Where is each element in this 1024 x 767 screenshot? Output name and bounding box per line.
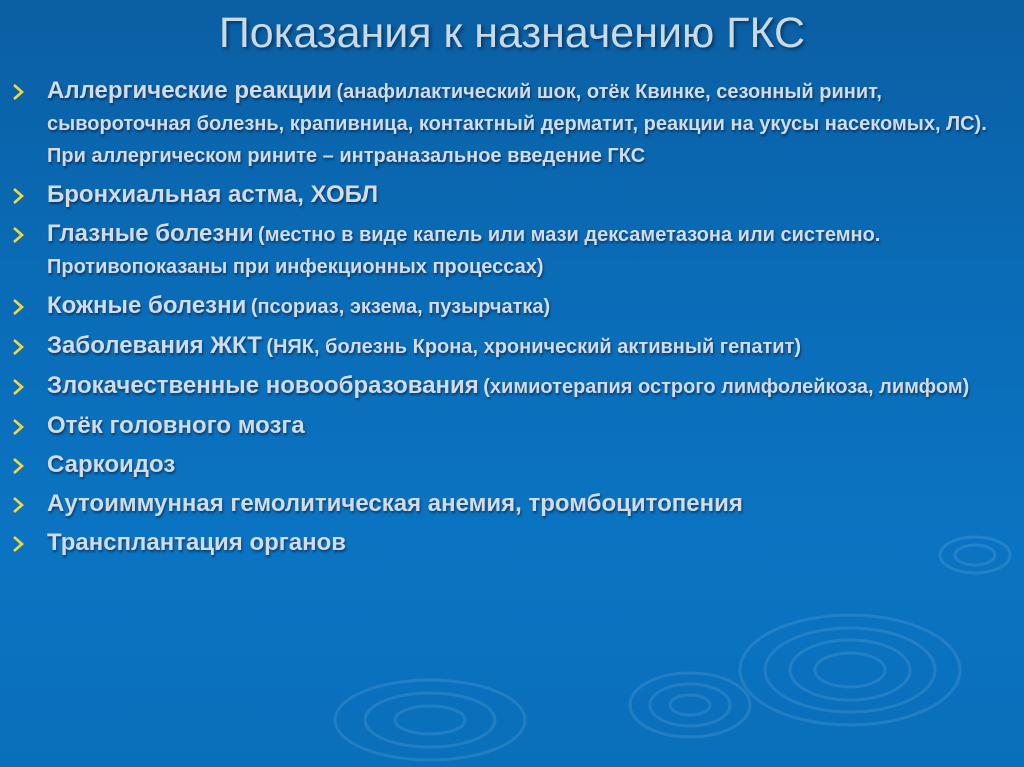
- arrow-bullet-icon: [11, 225, 27, 245]
- indication-title: Кожные болезни: [47, 292, 247, 319]
- slide-title: Показания к назначению ГКС: [218, 9, 806, 57]
- indication-title: Заболевания ЖКТ: [47, 332, 262, 359]
- indication-title: Саркоидоз: [47, 451, 176, 478]
- indication-item: [0, 449, 1024, 481]
- indication-title: Отёк головного мозга: [47, 412, 305, 439]
- indication-item: [0, 488, 1024, 520]
- indications-list: [0, 75, 1024, 566]
- indication-detail: (НЯК, болезнь Крона, хронический активный гепатит): [266, 336, 801, 358]
- indication-item: [0, 370, 1024, 403]
- indication-item: [0, 179, 1024, 211]
- indication-item: [0, 410, 1024, 442]
- arrow-bullet-icon: [11, 337, 27, 357]
- indication-detail: (химиотерапия острого лимфолейкоза, лимфом): [483, 376, 970, 398]
- indication-item: [0, 527, 1024, 559]
- arrow-bullet-icon: [11, 456, 27, 476]
- arrow-bullet-icon: [11, 377, 27, 397]
- indication-title: Аллергические реакции: [47, 77, 332, 104]
- indication-item: [0, 218, 1024, 283]
- arrow-bullet-icon: [11, 495, 27, 515]
- indication-title: Аутоиммунная гемолитическая анемия, тромбоцитопения: [47, 490, 743, 517]
- indication-detail: (местно в виде капель или мази дексаметазона или системно. Противопоказаны при инфекционных процессах): [47, 224, 881, 278]
- indication-title: Трансплантация органов: [47, 529, 347, 556]
- indication-item: [0, 290, 1024, 323]
- arrow-bullet-icon: [11, 297, 27, 317]
- indication-title: Бронхиальная астма, ХОБЛ: [47, 181, 379, 208]
- indication-title: Глазные болезни: [47, 220, 254, 247]
- arrow-bullet-icon: [11, 534, 27, 554]
- indication-item: [0, 75, 1024, 172]
- indication-title: Злокачественные новообразования: [47, 372, 479, 399]
- indication-item: [0, 330, 1024, 363]
- arrow-bullet-icon: [11, 417, 27, 437]
- indication-detail: (анафилактический шок, отёк Квинке, сезонный ринит, сывороточная болезнь, крапивница, контактный дерматит, реакции на укусы насекомых, ЛС). При аллергическом рините – интраназальное введение ГКС: [47, 81, 987, 167]
- arrow-bullet-icon: [11, 186, 27, 206]
- indication-detail: (псориаз, экзема, пузырчатка): [250, 296, 551, 318]
- arrow-bullet-icon: [11, 82, 27, 102]
